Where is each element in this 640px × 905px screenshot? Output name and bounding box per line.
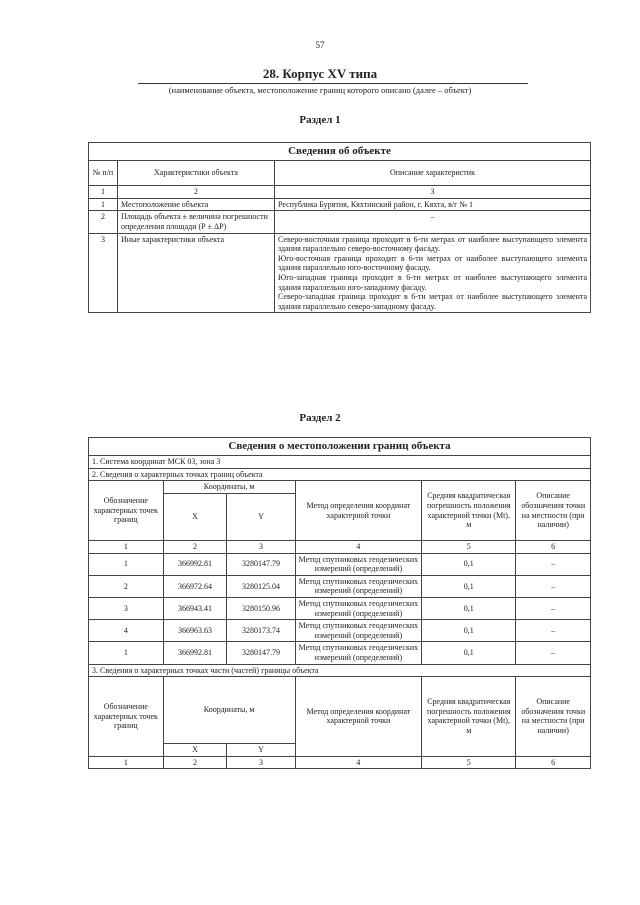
section2-heading: Раздел 2 bbox=[299, 412, 341, 424]
row-description: Республика Бурятия, Кяхтинский район, г. Кяхта, в/г № 1 bbox=[275, 198, 591, 211]
part3-header-designation: Обозначение характерных точек границ bbox=[89, 677, 164, 757]
point-description: – bbox=[516, 597, 591, 619]
header-description: Описание характеристик bbox=[275, 161, 591, 186]
point-id: 4 bbox=[89, 620, 164, 642]
index-cell: 2 bbox=[163, 540, 227, 553]
part2-title: 2. Сведения о характерных точках границ объекта bbox=[89, 468, 591, 481]
table-row bbox=[89, 620, 591, 642]
boundary-northwest: Северо-западная граница проходит в 6-ти метрах от наиболее выступающего элемента здания параллельно северо-западному фасаду. bbox=[278, 292, 587, 311]
point-description: – bbox=[516, 575, 591, 597]
header-method: Метод определения координат характерной точки bbox=[295, 481, 422, 541]
coordinate-system: 1. Система координат МСК 03, зона 3 bbox=[89, 456, 591, 469]
point-description: – bbox=[516, 553, 591, 575]
part3-header-method: Метод определения координат характерной точки bbox=[295, 677, 422, 757]
row-number: 3 bbox=[89, 233, 118, 313]
header-number: № п/п bbox=[89, 161, 118, 186]
part3-header-error: Средняя квадратическая погрешность положения характерной точки (Mt), м bbox=[422, 677, 516, 757]
row-name: Иные характеристики объекта bbox=[118, 233, 275, 313]
header-x: X bbox=[163, 493, 227, 540]
index-cell: 1 bbox=[89, 540, 164, 553]
row-name: Площадь объекта ± величина погрешности определения площади (Р ± ΔР) bbox=[118, 211, 275, 233]
index-cell: 5 bbox=[422, 540, 516, 553]
part3-title: 3. Сведения о характерных точках части (частей) границы объекта bbox=[89, 664, 591, 677]
header-designation: Обозначение характерных точек границ bbox=[89, 481, 164, 541]
object-info-table bbox=[88, 142, 591, 313]
point-method: Метод спутниковых геодезических измерений (определений) bbox=[295, 575, 422, 597]
point-mt: 0,1 bbox=[422, 597, 516, 619]
boundary-location-table bbox=[88, 437, 591, 769]
point-x: 366992.81 bbox=[163, 642, 227, 664]
header-error: Средняя квадратическая погрешность положения характерной точки (Mt), м bbox=[422, 481, 516, 541]
index-cell: 3 bbox=[275, 186, 591, 199]
table-row bbox=[89, 198, 591, 211]
index-cell: 2 bbox=[163, 756, 227, 769]
point-y: 3280150.96 bbox=[227, 597, 295, 619]
point-y: 3280173.74 bbox=[227, 620, 295, 642]
index-cell: 4 bbox=[295, 756, 422, 769]
point-id: 2 bbox=[89, 575, 164, 597]
index-cell: 6 bbox=[516, 756, 591, 769]
index-cell: 2 bbox=[118, 186, 275, 199]
page-number: 57 bbox=[315, 40, 325, 50]
row-name: Местоположение объекта bbox=[118, 198, 275, 211]
row-number: 1 bbox=[89, 198, 118, 211]
index-cell: 5 bbox=[422, 756, 516, 769]
index-cell: 3 bbox=[227, 540, 295, 553]
index-cell: 1 bbox=[89, 186, 118, 199]
table-row bbox=[89, 553, 591, 575]
document-title: 28. Корпус XV типа bbox=[262, 66, 378, 81]
header-y: Y bbox=[227, 493, 295, 540]
part3-header-coordinates: Координаты, м bbox=[163, 677, 295, 744]
point-mt: 0,1 bbox=[422, 553, 516, 575]
header-point-description: Описание обозначения точки на местности (при наличии) bbox=[516, 481, 591, 541]
index-cell: 1 bbox=[89, 756, 164, 769]
point-x: 366963.63 bbox=[163, 620, 227, 642]
point-id: 1 bbox=[89, 642, 164, 664]
part3-header-point-description: Описание обозначения точки на местности (при наличии) bbox=[516, 677, 591, 757]
row-description bbox=[275, 233, 591, 313]
table-row bbox=[89, 575, 591, 597]
index-cell: 6 bbox=[516, 540, 591, 553]
point-mt: 0,1 bbox=[422, 620, 516, 642]
point-method: Метод спутниковых геодезических измерений (определений) bbox=[295, 620, 422, 642]
object-info-title: Сведения об объекте bbox=[89, 143, 591, 161]
point-method: Метод спутниковых геодезических измерений (определений) bbox=[295, 597, 422, 619]
point-description: – bbox=[516, 642, 591, 664]
table-row bbox=[89, 597, 591, 619]
table-row bbox=[89, 211, 591, 233]
index-cell: 4 bbox=[295, 540, 422, 553]
boundary-southwest: Юго-западная граница проходит в 6-ти метрах от наиболее выступающего элемента здания параллельно юго-западному фасаду. bbox=[278, 272, 587, 292]
section1-heading: Раздел 1 bbox=[299, 114, 341, 126]
header-coordinates: Координаты, м bbox=[163, 481, 295, 494]
row-description: – bbox=[275, 211, 591, 233]
row-number: 2 bbox=[89, 211, 118, 233]
point-y: 3280147.79 bbox=[227, 642, 295, 664]
table-row bbox=[89, 642, 591, 664]
table-row bbox=[89, 233, 591, 313]
title-caption: (наименование объекта, местоположение границ которого описано (далее – объект) bbox=[168, 85, 472, 95]
point-id: 3 bbox=[89, 597, 164, 619]
point-method: Метод спутниковых геодезических измерений (определений) bbox=[295, 553, 422, 575]
boundary-table-title: Сведения о местоположении границ объекта bbox=[89, 438, 591, 456]
header-characteristics: Характеристики объекта bbox=[118, 161, 275, 186]
part3-header-y: Y bbox=[227, 744, 295, 757]
point-x: 366943.41 bbox=[163, 597, 227, 619]
part3-header-x: X bbox=[163, 744, 227, 757]
point-method: Метод спутниковых геодезических измерений (определений) bbox=[295, 642, 422, 664]
title-underline bbox=[138, 83, 528, 84]
point-mt: 0,1 bbox=[422, 642, 516, 664]
point-description: – bbox=[516, 620, 591, 642]
point-x: 366972.64 bbox=[163, 575, 227, 597]
point-id: 1 bbox=[89, 553, 164, 575]
point-y: 3280147.79 bbox=[227, 553, 295, 575]
point-y: 3280125.04 bbox=[227, 575, 295, 597]
boundary-southeast: Юго-восточная граница проходит в 6-ти метрах от наиболее выступающего элемента здания параллельно юго-восточному фасаду. bbox=[278, 253, 587, 273]
index-cell: 3 bbox=[227, 756, 295, 769]
boundary-northeast: Северо-восточная граница проходит в 6-ти метрах от наиболее выступающего элемента здания параллельно северо-восточному фасаду. bbox=[278, 234, 587, 254]
point-mt: 0,1 bbox=[422, 575, 516, 597]
point-x: 366992.81 bbox=[163, 553, 227, 575]
